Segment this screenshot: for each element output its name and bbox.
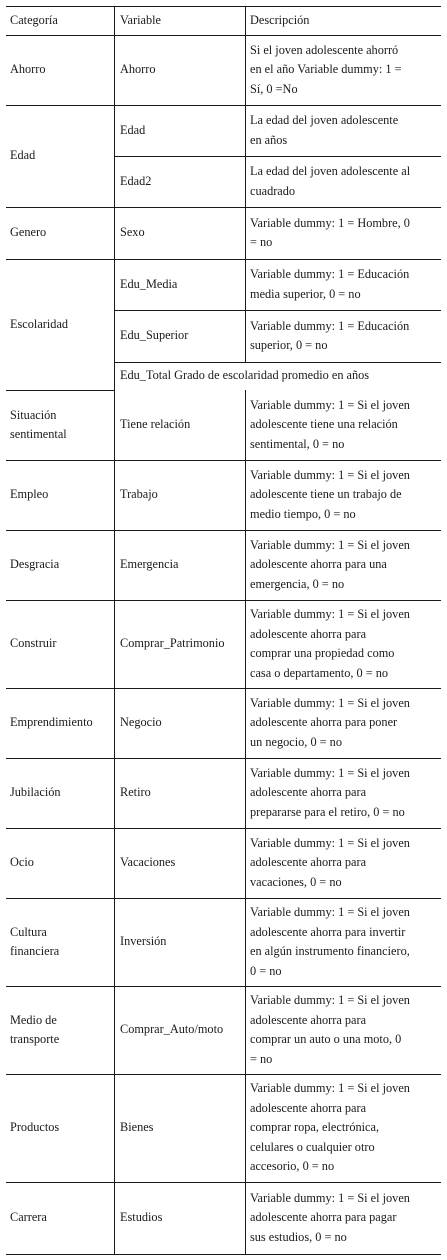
description-cell-line: casa o departamento, 0 = no <box>250 665 389 680</box>
category-cell-line: Emprendimiento <box>10 715 93 730</box>
description-cell-line: Variable dummy: 1 = Si el joven <box>250 695 410 710</box>
variable-cell <box>120 986 245 1074</box>
description-cell-line: La edad del joven adolescente <box>250 113 399 127</box>
description-cell-line: adolescente ahorra para una <box>250 557 387 572</box>
description-cell-line: media superior, 0 = no <box>250 286 361 301</box>
description-cell-line: 0 = no <box>250 963 282 978</box>
description-cell-line: Variable dummy: 1 = Si el joven <box>250 1190 410 1205</box>
description-cell <box>250 35 441 105</box>
category-cell-line: Escolaridad <box>10 316 69 331</box>
description-cell-line: adolescente ahorra para <box>250 785 367 800</box>
description-cell <box>250 105 441 156</box>
description-cell-line: emergencia, 0 = no <box>250 576 345 591</box>
variable-cell <box>120 898 245 986</box>
variable-cell-line: Negocio <box>120 715 162 730</box>
category-cell-line: Ahorro <box>10 62 46 77</box>
description-cell-line: medio tiempo, 0 = no <box>250 506 356 521</box>
description-cell-line: en años <box>250 132 288 147</box>
variable-cell-line: Trabajo <box>120 487 158 502</box>
category-cell-line: Edad <box>10 148 36 163</box>
table-rule <box>6 1254 441 1255</box>
variable-cell <box>120 828 245 898</box>
description-cell-line: sentimental, 0 = no <box>250 436 345 451</box>
variable-cell-line: Bienes <box>120 1120 154 1135</box>
variable-cell-line: Edad <box>120 122 146 137</box>
category-cell-line: sentimental <box>10 427 67 441</box>
category-cell-line: Carrera <box>10 1210 47 1225</box>
category-cell-line: transporte <box>10 1032 60 1046</box>
category-cell <box>10 986 114 1074</box>
description-cell-line: celulares o cualquier otro <box>250 1139 375 1154</box>
variable-cell <box>120 758 245 828</box>
description-cell-line: adolescente ahorra para invertir <box>250 924 406 939</box>
description-cell-line: adolescente ahorra para <box>250 1100 367 1115</box>
description-cell-line: cuadrado <box>250 183 296 198</box>
description-cell-line: Variable dummy: 1 = Si el joven <box>250 1081 410 1096</box>
category-cell-line: Productos <box>10 1120 60 1135</box>
description-cell-line: Variable dummy: 1 = Si el joven <box>250 467 410 482</box>
description-cell <box>250 758 441 828</box>
description-cell-line: La edad del joven adolescente al <box>250 164 411 178</box>
table-rule <box>6 6 441 7</box>
description-cell-line: adolescente tiene una relación <box>250 417 398 432</box>
description-cell-line: accesorio, 0 = no <box>250 1159 335 1174</box>
variable-cell <box>120 1074 245 1182</box>
variable-cell-line: Emergencia <box>120 557 179 572</box>
table-rule <box>6 35 441 36</box>
category-cell-line: Medio de <box>10 1012 57 1027</box>
description-cell-line: = no <box>250 235 273 249</box>
variable-cell <box>120 390 245 460</box>
category-cell <box>10 530 114 600</box>
description-cell-line: Si el joven adolescente ahorró <box>250 42 399 57</box>
description-cell-line: Variable dummy: 1 = Si el joven <box>250 905 410 919</box>
variable-cell <box>120 105 245 156</box>
description-cell <box>250 460 441 530</box>
category-cell-line: Jubilación <box>10 785 61 800</box>
category-cell-line: Ocio <box>10 855 34 870</box>
category-cell <box>10 390 114 460</box>
variable-cell <box>120 310 245 362</box>
category-cell-line: financiera <box>10 944 60 958</box>
variable-cell-wide <box>120 362 441 390</box>
description-cell-line: Variable dummy: 1 = Si el joven <box>250 537 410 552</box>
description-cell <box>250 207 441 259</box>
column-divider <box>245 6 246 362</box>
category-cell <box>10 35 114 105</box>
category-cell <box>10 259 114 390</box>
description-cell <box>250 828 441 898</box>
column-divider <box>245 390 246 1254</box>
description-cell-line: comprar un auto o una moto, 0 <box>250 1032 402 1046</box>
description-cell-line: Sí, 0 =No <box>250 81 298 96</box>
variable-cell-line: Comprar_Auto/moto <box>120 1022 224 1037</box>
category-cell <box>10 688 114 758</box>
description-cell-line: un negocio, 0 = no <box>250 734 342 749</box>
description-cell-line: vacaciones, 0 = no <box>250 874 342 889</box>
category-cell-line: Empleo <box>10 487 49 502</box>
description-cell-line: adolescente ahorra para poner <box>250 715 398 730</box>
header-variable: Variable <box>120 12 161 27</box>
category-cell-line: Genero <box>10 225 47 240</box>
variable-cell <box>120 688 245 758</box>
description-cell-line: comprar ropa, electrónica, <box>250 1120 380 1135</box>
description-cell-line: Variable dummy: 1 = Educación <box>250 318 410 333</box>
category-cell <box>10 898 114 986</box>
column-divider <box>114 6 115 1254</box>
description-cell-line: Variable dummy: 1 = Si el joven <box>250 397 410 412</box>
description-cell-line: adolescente ahorra para pagar <box>250 1210 397 1225</box>
variable-cell-line: Estudios <box>120 1210 163 1225</box>
description-cell <box>250 259 441 310</box>
description-cell <box>250 390 441 460</box>
category-cell <box>10 105 114 207</box>
category-cell <box>10 828 114 898</box>
header-categoria: Categoría <box>10 12 58 27</box>
variable-cell <box>120 259 245 310</box>
variable-cell <box>120 207 245 259</box>
category-cell <box>10 1182 114 1254</box>
header-descripcion: Descripción <box>250 12 310 27</box>
category-cell <box>10 758 114 828</box>
description-cell <box>250 986 441 1074</box>
description-cell-line: Variable dummy: 1 = Si el joven <box>250 835 410 850</box>
category-cell <box>10 460 114 530</box>
description-cell-line: Variable dummy: 1 = Si el joven <box>250 993 410 1007</box>
description-cell <box>250 1182 441 1254</box>
description-cell <box>250 600 441 688</box>
variable-cell <box>120 600 245 688</box>
description-cell-line: Variable dummy: 1 = Educación <box>250 267 410 281</box>
description-cell-line: adolescente ahorra para <box>250 626 367 641</box>
variable-cell-line: Ahorro <box>120 62 156 77</box>
variable-cell-line: Sexo <box>120 225 145 240</box>
category-cell-line: Situación <box>10 407 57 422</box>
variable-cell <box>120 1182 245 1254</box>
category-cell-line: Cultura <box>10 924 47 939</box>
variable-cell <box>120 530 245 600</box>
description-cell-line: = no <box>250 1051 273 1066</box>
variable-cell-line: Retiro <box>120 785 151 800</box>
description-cell-line: Variable dummy: 1 = Si el joven <box>250 765 410 780</box>
description-cell <box>250 530 441 600</box>
variable-cell <box>120 460 245 530</box>
description-cell <box>250 898 441 986</box>
variable-cell-line: Edu_Superior <box>120 328 189 343</box>
variable-cell-wide-line: Edu_Total Grado de escolaridad promedio en años <box>120 368 370 383</box>
variable-cell-line: Edad2 <box>120 173 152 188</box>
description-cell-line: adolescente tiene un trabajo de <box>250 487 402 502</box>
description-cell-line: en algún instrumento financiero, <box>250 944 410 958</box>
variable-cell-line: Inversión <box>120 934 167 949</box>
description-cell-line: en el año Variable dummy: 1 = <box>250 62 402 77</box>
description-cell <box>250 156 441 207</box>
variable-cell-line: Comprar_Patrimonio <box>120 636 225 651</box>
category-cell-line: Desgracia <box>10 557 60 572</box>
description-cell-line: prepararse para el retiro, 0 = no <box>250 804 405 819</box>
variable-cell-line: Vacaciones <box>120 855 176 870</box>
variable-cell-line: Edu_Media <box>120 276 178 291</box>
description-cell <box>250 688 441 758</box>
category-cell <box>10 207 114 259</box>
description-cell-line: sus estudios, 0 = no <box>250 1229 347 1244</box>
category-cell <box>10 1074 114 1182</box>
description-cell-line: comprar una propiedad como <box>250 646 395 660</box>
variable-cell <box>120 35 245 105</box>
description-cell-line: Variable dummy: 1 = Si el joven <box>250 607 410 621</box>
description-cell-line: adolescente ahorra para <box>250 855 367 870</box>
description-cell <box>250 310 441 362</box>
variable-cell-line: Tiene relación <box>120 417 191 432</box>
variable-cell <box>120 156 245 207</box>
category-cell <box>10 600 114 688</box>
description-cell-line: superior, 0 = no <box>250 338 328 352</box>
description-cell-line: Variable dummy: 1 = Hombre, 0 <box>250 215 410 230</box>
description-cell <box>250 1074 441 1182</box>
description-cell-line: adolescente ahorra para <box>250 1012 367 1027</box>
category-cell-line: Construir <box>10 636 57 651</box>
